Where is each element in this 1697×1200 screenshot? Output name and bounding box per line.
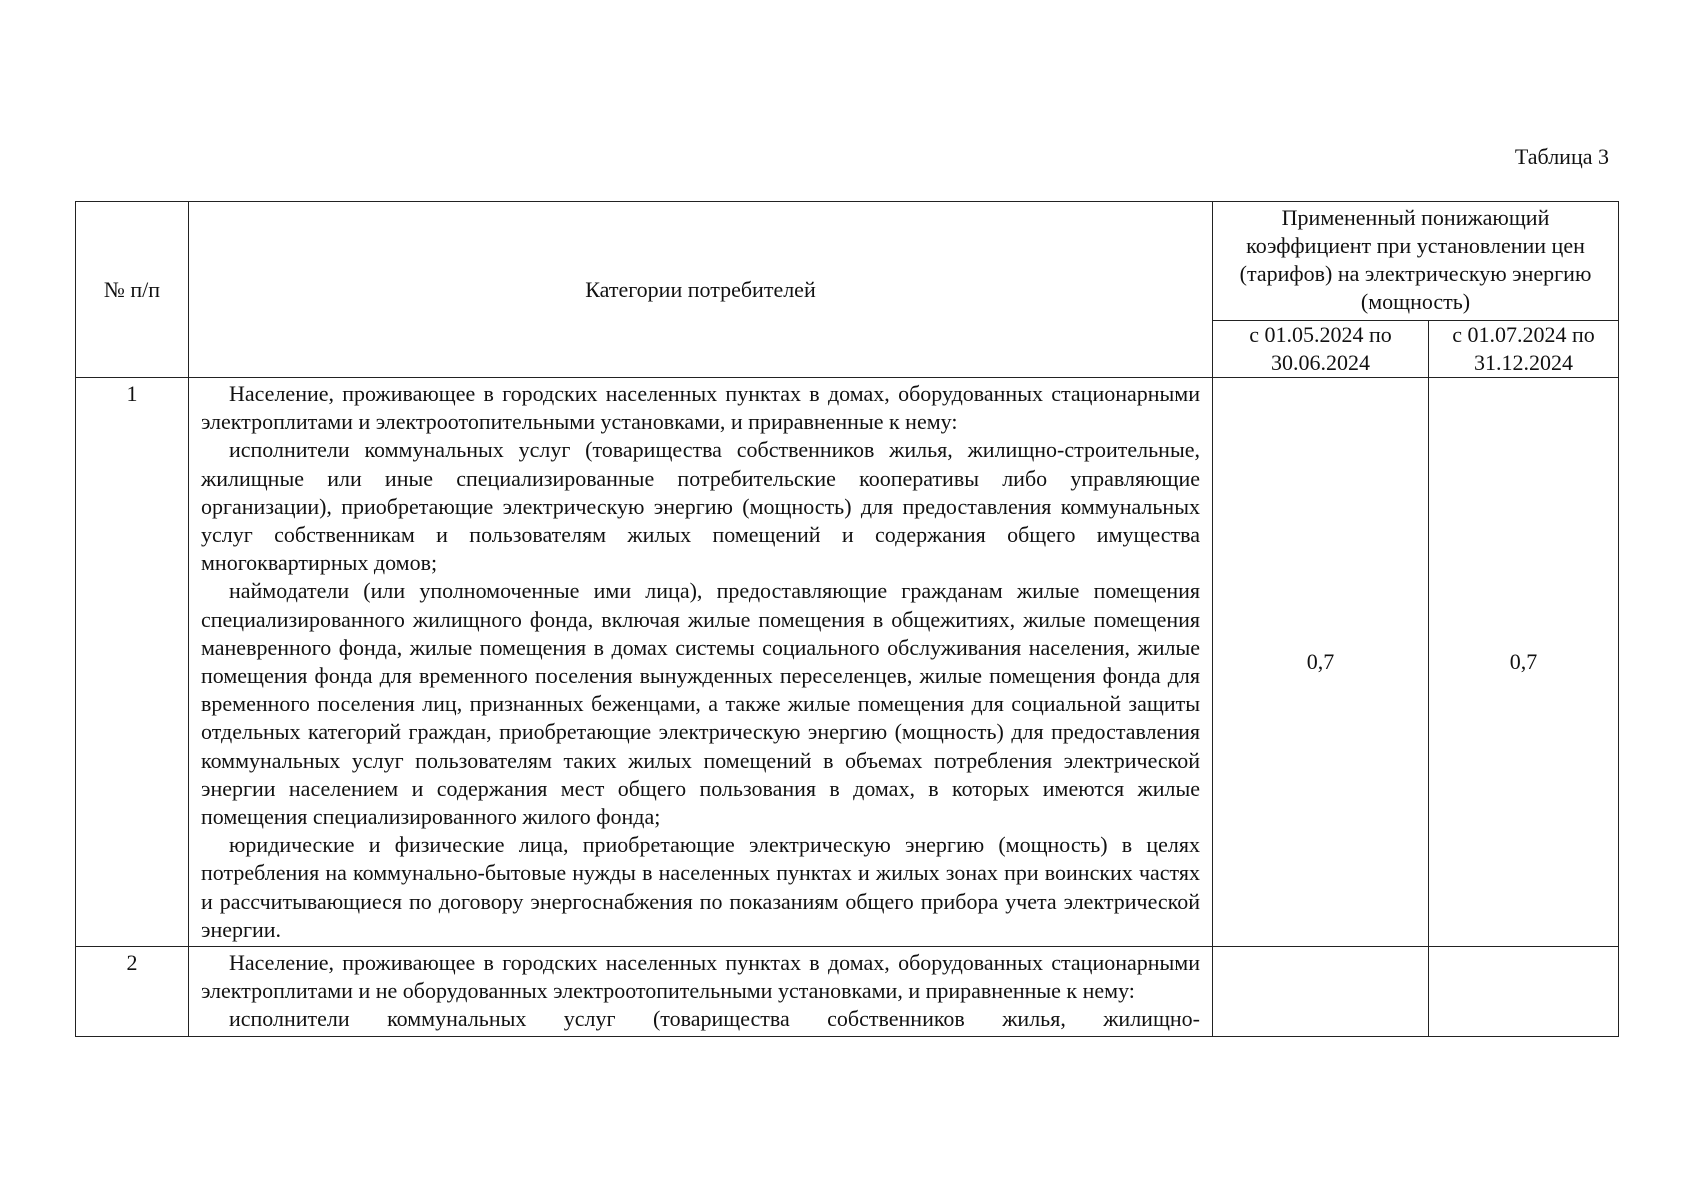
row-value-period-2: 0,7 — [1429, 378, 1619, 947]
header-num: № п/п — [76, 202, 189, 378]
header-row — [76, 202, 1619, 321]
header-category: Категории потребителей — [189, 202, 1213, 378]
category-paragraph: наймодатели (или уполномоченные ими лица), предоставляющие гражданам жилые помещения специализированного жилищного фонда, включая жилые помещения в общежитиях, жилые помещения маневренного фонда, жилые помещения в домах системы социального обслуживания населения, жилые помещения фонда для временного поселения вынужденных переселенцев, жилые помещения фонда для временного поселения лиц, признанных беженцами, а также жилые помещения для социальной защиты отдельных категорий граждан, приобретающие электрическую энергию (мощность) для предоставления коммунальных услуг пользователям таких жилых помещений в объемах потребления электрической энергии населением и содержания мест общего пользования в домах, в которых имеются жилые помещения специализированного жилого фонда; — [201, 578, 1200, 830]
category-paragraph: исполнители коммунальных услуг (товарищества собственников жилья, жилищно-строительные, жилищные или иные специализированные потребительские кооперативы либо управляющие организации), приобретающие электрическую энергию (мощность) для предоставления коммунальных услуг собственникам и пользователям жилых помещений и содержания общего имущества многоквартирных домов; — [201, 437, 1200, 576]
row-value-period-2 — [1429, 947, 1619, 1037]
header-period-2: с 01.07.2024 по 31.12.2024 — [1429, 321, 1619, 378]
row-category — [189, 378, 1213, 947]
header-period-1: с 01.05.2024 по 30.06.2024 — [1213, 321, 1429, 378]
category-paragraph: Население, проживающее в городских населенных пунктах в домах, оборудованных стационарными электроплитами и не оборудованных электроотопительными установками, и приравненные к нему: — [201, 950, 1200, 1004]
table-caption: Таблица 3 — [1514, 144, 1609, 169]
category-paragraph: исполнители коммунальных услуг (товарищества собственников жилья, жилищно- — [229, 1006, 1200, 1032]
table-row — [76, 378, 1619, 947]
table-row — [76, 947, 1619, 1037]
header-coefficient: Примененный понижающий коэффициент при установлении цен (тарифов) на электрическую энергию (мощность) — [1213, 202, 1619, 321]
row-category — [189, 947, 1213, 1037]
row-number: 1 — [76, 378, 189, 947]
tariff-table — [75, 201, 1619, 1037]
category-paragraph: Население, проживающее в городских населенных пунктах в домах, оборудованных стационарными электроплитами и электроотопительными установками, и приравненные к нему: — [201, 381, 1200, 435]
category-paragraph: юридические и физические лица, приобретающие электрическую энергию (мощность) в целях потребления на коммунально-бытовые нужды в населенных пунктах и жилых зонах при воинских частях и рассчитывающиеся по договору энергоснабжения по показаниям общего прибора учета электрической энергии. — [201, 832, 1200, 942]
row-value-period-1: 0,7 — [1213, 378, 1429, 947]
row-value-period-1 — [1213, 947, 1429, 1037]
row-number: 2 — [76, 947, 189, 1037]
